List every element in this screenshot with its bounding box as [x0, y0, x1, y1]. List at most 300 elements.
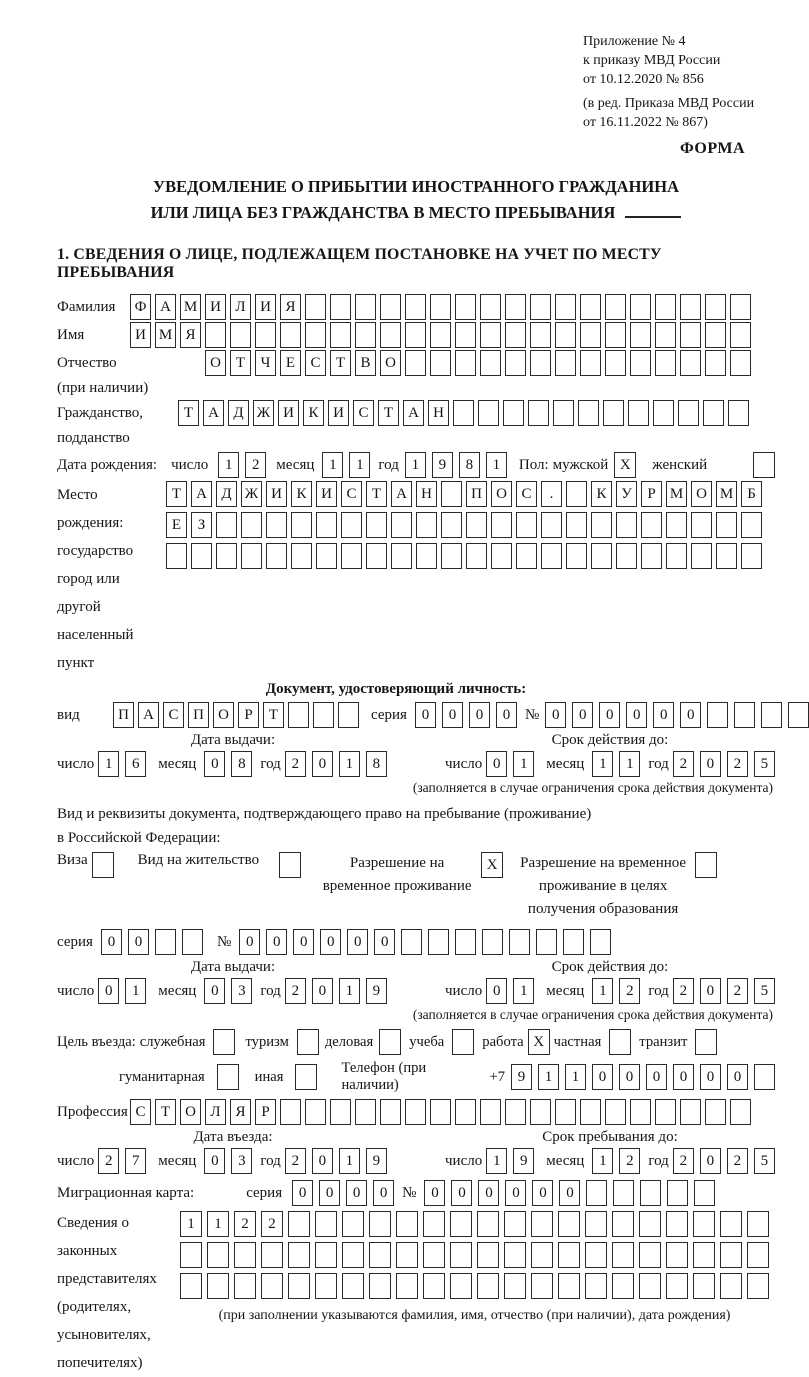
char-cell[interactable]: 3 — [231, 978, 252, 1004]
char-cell[interactable] — [455, 350, 476, 376]
char-cell[interactable] — [455, 322, 476, 348]
char-cell[interactable] — [612, 1273, 634, 1299]
char-cell[interactable] — [230, 322, 251, 348]
char-cell[interactable]: 2 — [285, 978, 306, 1004]
char-cell[interactable]: Т — [155, 1099, 176, 1125]
char-cell[interactable] — [666, 543, 687, 569]
char-cell[interactable]: 9 — [366, 1148, 387, 1174]
char-cell[interactable] — [541, 512, 562, 538]
char-cell[interactable] — [531, 1273, 553, 1299]
char-cell[interactable]: 0 — [293, 929, 314, 955]
char-cell[interactable] — [734, 702, 755, 728]
char-cell[interactable]: 0 — [292, 1180, 313, 1206]
char-cell[interactable] — [580, 350, 601, 376]
char-cell[interactable] — [504, 1273, 526, 1299]
char-cell[interactable]: 0 — [532, 1180, 553, 1206]
char-cell[interactable]: 1 — [592, 751, 613, 777]
char-cell[interactable] — [316, 512, 337, 538]
char-cell[interactable] — [504, 1242, 526, 1268]
char-cell[interactable] — [530, 1099, 551, 1125]
char-cell[interactable]: К — [591, 481, 612, 507]
char-cell[interactable]: С — [516, 481, 537, 507]
char-cell[interactable]: О — [180, 1099, 201, 1125]
char-cell[interactable] — [478, 400, 499, 426]
char-cell[interactable] — [441, 543, 462, 569]
char-cell[interactable]: 1 — [513, 978, 534, 1004]
char-cell[interactable]: 1 — [125, 978, 146, 1004]
char-cell[interactable] — [330, 322, 351, 348]
char-cell[interactable] — [505, 350, 526, 376]
char-cell[interactable] — [396, 1273, 418, 1299]
char-cell[interactable] — [705, 1099, 726, 1125]
char-cell[interactable] — [591, 543, 612, 569]
char-cell[interactable]: 0 — [204, 1148, 225, 1174]
char-cell[interactable] — [405, 322, 426, 348]
char-cell[interactable] — [369, 1273, 391, 1299]
char-cell[interactable]: С — [130, 1099, 151, 1125]
char-cell[interactable]: 1 — [619, 751, 640, 777]
char-cell[interactable]: Л — [205, 1099, 226, 1125]
char-cell[interactable]: 5 — [754, 1148, 775, 1174]
char-cell[interactable] — [280, 1099, 301, 1125]
char-cell[interactable]: 0 — [415, 702, 436, 728]
char-cell[interactable] — [191, 543, 212, 569]
char-cell[interactable] — [466, 543, 487, 569]
char-cell[interactable] — [541, 543, 562, 569]
char-cell[interactable]: О — [691, 481, 712, 507]
char-cell[interactable]: . — [541, 481, 562, 507]
char-cell[interactable]: 2 — [673, 978, 694, 1004]
char-cell[interactable] — [728, 400, 749, 426]
char-cell[interactable] — [241, 543, 262, 569]
char-cell[interactable] — [380, 1099, 401, 1125]
char-cell[interactable] — [366, 543, 387, 569]
char-cell[interactable] — [630, 350, 651, 376]
char-cell[interactable] — [466, 512, 487, 538]
char-cell[interactable] — [655, 322, 676, 348]
char-cell[interactable]: 0 — [727, 1064, 748, 1090]
char-cell[interactable] — [255, 322, 276, 348]
char-cell[interactable]: 8 — [459, 452, 480, 478]
char-cell[interactable] — [455, 294, 476, 320]
char-cell[interactable]: О — [205, 350, 226, 376]
char-cell[interactable]: 1 — [180, 1211, 202, 1237]
purpose-study-checkbox[interactable] — [452, 1029, 474, 1055]
char-cell[interactable] — [730, 350, 751, 376]
char-cell[interactable]: 2 — [673, 1148, 694, 1174]
char-cell[interactable] — [612, 1242, 634, 1268]
char-cell[interactable]: 5 — [754, 751, 775, 777]
char-cell[interactable] — [788, 702, 809, 728]
char-cell[interactable]: С — [341, 481, 362, 507]
char-cell[interactable] — [693, 1211, 715, 1237]
char-cell[interactable] — [605, 322, 626, 348]
char-cell[interactable]: В — [355, 350, 376, 376]
purpose-private-checkbox[interactable] — [609, 1029, 631, 1055]
char-cell[interactable]: А — [191, 481, 212, 507]
char-cell[interactable] — [509, 929, 530, 955]
char-cell[interactable]: 0 — [496, 702, 517, 728]
char-cell[interactable]: Я — [280, 294, 301, 320]
char-cell[interactable] — [666, 1273, 688, 1299]
char-cell[interactable] — [591, 512, 612, 538]
char-cell[interactable] — [216, 512, 237, 538]
char-cell[interactable]: 0 — [486, 751, 507, 777]
char-cell[interactable]: П — [188, 702, 209, 728]
char-cell[interactable]: 1 — [592, 978, 613, 1004]
char-cell[interactable] — [234, 1273, 256, 1299]
char-cell[interactable] — [288, 1273, 310, 1299]
char-cell[interactable]: Б — [741, 481, 762, 507]
char-cell[interactable]: И — [328, 400, 349, 426]
char-cell[interactable] — [480, 294, 501, 320]
char-cell[interactable] — [666, 1242, 688, 1268]
char-cell[interactable] — [655, 294, 676, 320]
char-cell[interactable]: О — [491, 481, 512, 507]
purpose-transit-checkbox[interactable] — [695, 1029, 717, 1055]
purpose-work-checkbox[interactable]: X — [528, 1029, 550, 1055]
char-cell[interactable] — [428, 929, 449, 955]
char-cell[interactable] — [516, 543, 537, 569]
char-cell[interactable] — [630, 1099, 651, 1125]
char-cell[interactable] — [730, 1099, 751, 1125]
char-cell[interactable] — [716, 512, 737, 538]
char-cell[interactable] — [480, 350, 501, 376]
char-cell[interactable]: Н — [428, 400, 449, 426]
char-cell[interactable] — [315, 1211, 337, 1237]
char-cell[interactable]: С — [305, 350, 326, 376]
char-cell[interactable] — [630, 322, 651, 348]
char-cell[interactable]: Я — [230, 1099, 251, 1125]
char-cell[interactable] — [558, 1273, 580, 1299]
char-cell[interactable]: 1 — [405, 452, 426, 478]
char-cell[interactable] — [528, 400, 549, 426]
char-cell[interactable] — [315, 1273, 337, 1299]
char-cell[interactable]: 6 — [125, 751, 146, 777]
char-cell[interactable]: 0 — [653, 702, 674, 728]
char-cell[interactable]: 2 — [245, 452, 266, 478]
char-cell[interactable] — [730, 322, 751, 348]
char-cell[interactable] — [580, 322, 601, 348]
char-cell[interactable]: З — [191, 512, 212, 538]
char-cell[interactable] — [666, 1211, 688, 1237]
char-cell[interactable]: 0 — [239, 929, 260, 955]
sex-female-checkbox[interactable] — [753, 452, 775, 478]
char-cell[interactable] — [291, 512, 312, 538]
char-cell[interactable] — [430, 350, 451, 376]
char-cell[interactable] — [355, 1099, 376, 1125]
char-cell[interactable] — [613, 1180, 634, 1206]
char-cell[interactable]: 2 — [619, 978, 640, 1004]
char-cell[interactable]: Т — [166, 481, 187, 507]
char-cell[interactable] — [707, 702, 728, 728]
temp-permit-checkbox[interactable]: X — [481, 852, 503, 878]
char-cell[interactable] — [423, 1211, 445, 1237]
char-cell[interactable] — [754, 1064, 775, 1090]
char-cell[interactable] — [391, 543, 412, 569]
char-cell[interactable]: 2 — [727, 978, 748, 1004]
char-cell[interactable]: 2 — [673, 751, 694, 777]
char-cell[interactable]: 1 — [339, 751, 360, 777]
char-cell[interactable] — [316, 543, 337, 569]
char-cell[interactable]: Я — [180, 322, 201, 348]
char-cell[interactable] — [477, 1242, 499, 1268]
char-cell[interactable] — [455, 929, 476, 955]
char-cell[interactable] — [640, 1180, 661, 1206]
purpose-business-checkbox[interactable] — [213, 1029, 235, 1055]
char-cell[interactable]: Л — [230, 294, 251, 320]
char-cell[interactable] — [505, 322, 526, 348]
char-cell[interactable] — [716, 543, 737, 569]
char-cell[interactable] — [305, 1099, 326, 1125]
char-cell[interactable]: 0 — [700, 1148, 721, 1174]
char-cell[interactable] — [703, 400, 724, 426]
char-cell[interactable] — [720, 1242, 742, 1268]
char-cell[interactable]: Д — [228, 400, 249, 426]
char-cell[interactable]: 0 — [373, 1180, 394, 1206]
char-cell[interactable] — [605, 1099, 626, 1125]
char-cell[interactable] — [555, 1099, 576, 1125]
char-cell[interactable]: 1 — [207, 1211, 229, 1237]
char-cell[interactable] — [566, 543, 587, 569]
char-cell[interactable] — [455, 1099, 476, 1125]
char-cell[interactable] — [288, 702, 309, 728]
char-cell[interactable] — [234, 1242, 256, 1268]
char-cell[interactable]: Р — [641, 481, 662, 507]
char-cell[interactable]: 0 — [312, 978, 333, 1004]
char-cell[interactable]: 0 — [673, 1064, 694, 1090]
char-cell[interactable] — [355, 294, 376, 320]
char-cell[interactable]: 2 — [619, 1148, 640, 1174]
char-cell[interactable]: С — [163, 702, 184, 728]
char-cell[interactable] — [504, 1211, 526, 1237]
char-cell[interactable]: 0 — [374, 929, 395, 955]
char-cell[interactable] — [453, 400, 474, 426]
char-cell[interactable] — [641, 512, 662, 538]
char-cell[interactable]: С — [353, 400, 374, 426]
char-cell[interactable] — [536, 929, 557, 955]
char-cell[interactable] — [342, 1273, 364, 1299]
char-cell[interactable]: 0 — [478, 1180, 499, 1206]
purpose-other-checkbox[interactable] — [295, 1064, 317, 1090]
char-cell[interactable] — [207, 1273, 229, 1299]
char-cell[interactable]: Т — [178, 400, 199, 426]
char-cell[interactable] — [480, 1099, 501, 1125]
char-cell[interactable] — [341, 512, 362, 538]
char-cell[interactable] — [441, 481, 462, 507]
sex-male-checkbox[interactable]: X — [614, 452, 636, 478]
char-cell[interactable]: К — [291, 481, 312, 507]
char-cell[interactable]: Е — [280, 350, 301, 376]
char-cell[interactable] — [558, 1242, 580, 1268]
char-cell[interactable] — [182, 929, 203, 955]
char-cell[interactable] — [720, 1211, 742, 1237]
char-cell[interactable] — [155, 929, 176, 955]
char-cell[interactable]: 2 — [727, 751, 748, 777]
char-cell[interactable]: А — [203, 400, 224, 426]
char-cell[interactable]: Т — [366, 481, 387, 507]
char-cell[interactable]: Ж — [241, 481, 262, 507]
char-cell[interactable]: 0 — [312, 1148, 333, 1174]
char-cell[interactable] — [216, 543, 237, 569]
char-cell[interactable]: 0 — [486, 978, 507, 1004]
char-cell[interactable] — [450, 1211, 472, 1237]
char-cell[interactable]: И — [266, 481, 287, 507]
char-cell[interactable]: 9 — [366, 978, 387, 1004]
char-cell[interactable]: П — [113, 702, 134, 728]
char-cell[interactable] — [616, 543, 637, 569]
char-cell[interactable]: К — [303, 400, 324, 426]
char-cell[interactable]: О — [213, 702, 234, 728]
char-cell[interactable] — [491, 543, 512, 569]
char-cell[interactable] — [315, 1242, 337, 1268]
char-cell[interactable]: И — [316, 481, 337, 507]
char-cell[interactable] — [342, 1242, 364, 1268]
char-cell[interactable]: О — [380, 350, 401, 376]
char-cell[interactable] — [705, 350, 726, 376]
char-cell[interactable]: 0 — [700, 1064, 721, 1090]
char-cell[interactable] — [653, 400, 674, 426]
char-cell[interactable] — [747, 1273, 769, 1299]
char-cell[interactable] — [355, 322, 376, 348]
char-cell[interactable] — [693, 1242, 715, 1268]
char-cell[interactable] — [430, 1099, 451, 1125]
char-cell[interactable] — [505, 294, 526, 320]
char-cell[interactable]: 1 — [322, 452, 343, 478]
char-cell[interactable]: А — [138, 702, 159, 728]
char-cell[interactable]: 0 — [592, 1064, 613, 1090]
char-cell[interactable] — [330, 294, 351, 320]
char-cell[interactable]: 2 — [285, 751, 306, 777]
char-cell[interactable]: 0 — [559, 1180, 580, 1206]
char-cell[interactable] — [580, 1099, 601, 1125]
char-cell[interactable]: Т — [230, 350, 251, 376]
char-cell[interactable] — [639, 1273, 661, 1299]
purpose-commercial-checkbox[interactable] — [379, 1029, 401, 1055]
char-cell[interactable] — [693, 1273, 715, 1299]
char-cell[interactable] — [566, 481, 587, 507]
char-cell[interactable] — [241, 512, 262, 538]
char-cell[interactable] — [605, 294, 626, 320]
char-cell[interactable]: И — [278, 400, 299, 426]
char-cell[interactable] — [423, 1242, 445, 1268]
char-cell[interactable] — [341, 543, 362, 569]
char-cell[interactable]: 0 — [545, 702, 566, 728]
char-cell[interactable]: 7 — [125, 1148, 146, 1174]
char-cell[interactable] — [590, 929, 611, 955]
char-cell[interactable]: Т — [263, 702, 284, 728]
char-cell[interactable] — [338, 702, 359, 728]
char-cell[interactable]: Т — [378, 400, 399, 426]
char-cell[interactable] — [450, 1242, 472, 1268]
char-cell[interactable] — [605, 350, 626, 376]
char-cell[interactable] — [261, 1242, 283, 1268]
char-cell[interactable] — [641, 543, 662, 569]
char-cell[interactable] — [616, 512, 637, 538]
char-cell[interactable] — [680, 322, 701, 348]
char-cell[interactable]: Е — [166, 512, 187, 538]
char-cell[interactable]: И — [130, 322, 151, 348]
char-cell[interactable]: 1 — [486, 452, 507, 478]
char-cell[interactable] — [705, 294, 726, 320]
char-cell[interactable] — [730, 294, 751, 320]
char-cell[interactable]: 0 — [346, 1180, 367, 1206]
char-cell[interactable]: И — [205, 294, 226, 320]
char-cell[interactable] — [678, 400, 699, 426]
char-cell[interactable] — [691, 543, 712, 569]
char-cell[interactable] — [205, 322, 226, 348]
char-cell[interactable]: 2 — [261, 1211, 283, 1237]
char-cell[interactable] — [566, 512, 587, 538]
char-cell[interactable]: 0 — [266, 929, 287, 955]
char-cell[interactable] — [405, 294, 426, 320]
char-cell[interactable]: 2 — [234, 1211, 256, 1237]
char-cell[interactable]: И — [255, 294, 276, 320]
char-cell[interactable]: 1 — [218, 452, 239, 478]
char-cell[interactable]: 3 — [231, 1148, 252, 1174]
char-cell[interactable] — [416, 512, 437, 538]
char-cell[interactable] — [480, 322, 501, 348]
char-cell[interactable] — [694, 1180, 715, 1206]
char-cell[interactable] — [166, 543, 187, 569]
char-cell[interactable] — [503, 400, 524, 426]
char-cell[interactable] — [667, 1180, 688, 1206]
char-cell[interactable] — [423, 1273, 445, 1299]
char-cell[interactable]: 0 — [424, 1180, 445, 1206]
char-cell[interactable]: 0 — [680, 702, 701, 728]
char-cell[interactable] — [563, 929, 584, 955]
char-cell[interactable]: Ж — [253, 400, 274, 426]
purpose-humanitarian-checkbox[interactable] — [217, 1064, 239, 1090]
char-cell[interactable]: 1 — [592, 1148, 613, 1174]
char-cell[interactable] — [585, 1211, 607, 1237]
char-cell[interactable] — [666, 512, 687, 538]
char-cell[interactable] — [705, 322, 726, 348]
char-cell[interactable] — [505, 1099, 526, 1125]
char-cell[interactable]: 1 — [339, 978, 360, 1004]
char-cell[interactable] — [266, 543, 287, 569]
char-cell[interactable]: 0 — [469, 702, 490, 728]
char-cell[interactable] — [366, 512, 387, 538]
char-cell[interactable]: А — [403, 400, 424, 426]
char-cell[interactable] — [491, 512, 512, 538]
char-cell[interactable]: У — [616, 481, 637, 507]
char-cell[interactable]: М — [155, 322, 176, 348]
char-cell[interactable] — [305, 294, 326, 320]
char-cell[interactable]: 0 — [128, 929, 149, 955]
char-cell[interactable]: 8 — [366, 751, 387, 777]
char-cell[interactable]: 5 — [754, 978, 775, 1004]
char-cell[interactable] — [630, 294, 651, 320]
char-cell[interactable] — [396, 1211, 418, 1237]
char-cell[interactable] — [555, 322, 576, 348]
char-cell[interactable] — [530, 322, 551, 348]
char-cell[interactable] — [578, 400, 599, 426]
char-cell[interactable]: 0 — [619, 1064, 640, 1090]
char-cell[interactable] — [761, 702, 782, 728]
char-cell[interactable] — [741, 543, 762, 569]
char-cell[interactable]: Ч — [255, 350, 276, 376]
char-cell[interactable] — [180, 1273, 202, 1299]
char-cell[interactable]: 8 — [231, 751, 252, 777]
char-cell[interactable]: А — [155, 294, 176, 320]
char-cell[interactable] — [531, 1242, 553, 1268]
char-cell[interactable] — [450, 1273, 472, 1299]
char-cell[interactable]: А — [391, 481, 412, 507]
char-cell[interactable]: 0 — [451, 1180, 472, 1206]
char-cell[interactable] — [305, 322, 326, 348]
char-cell[interactable]: М — [180, 294, 201, 320]
